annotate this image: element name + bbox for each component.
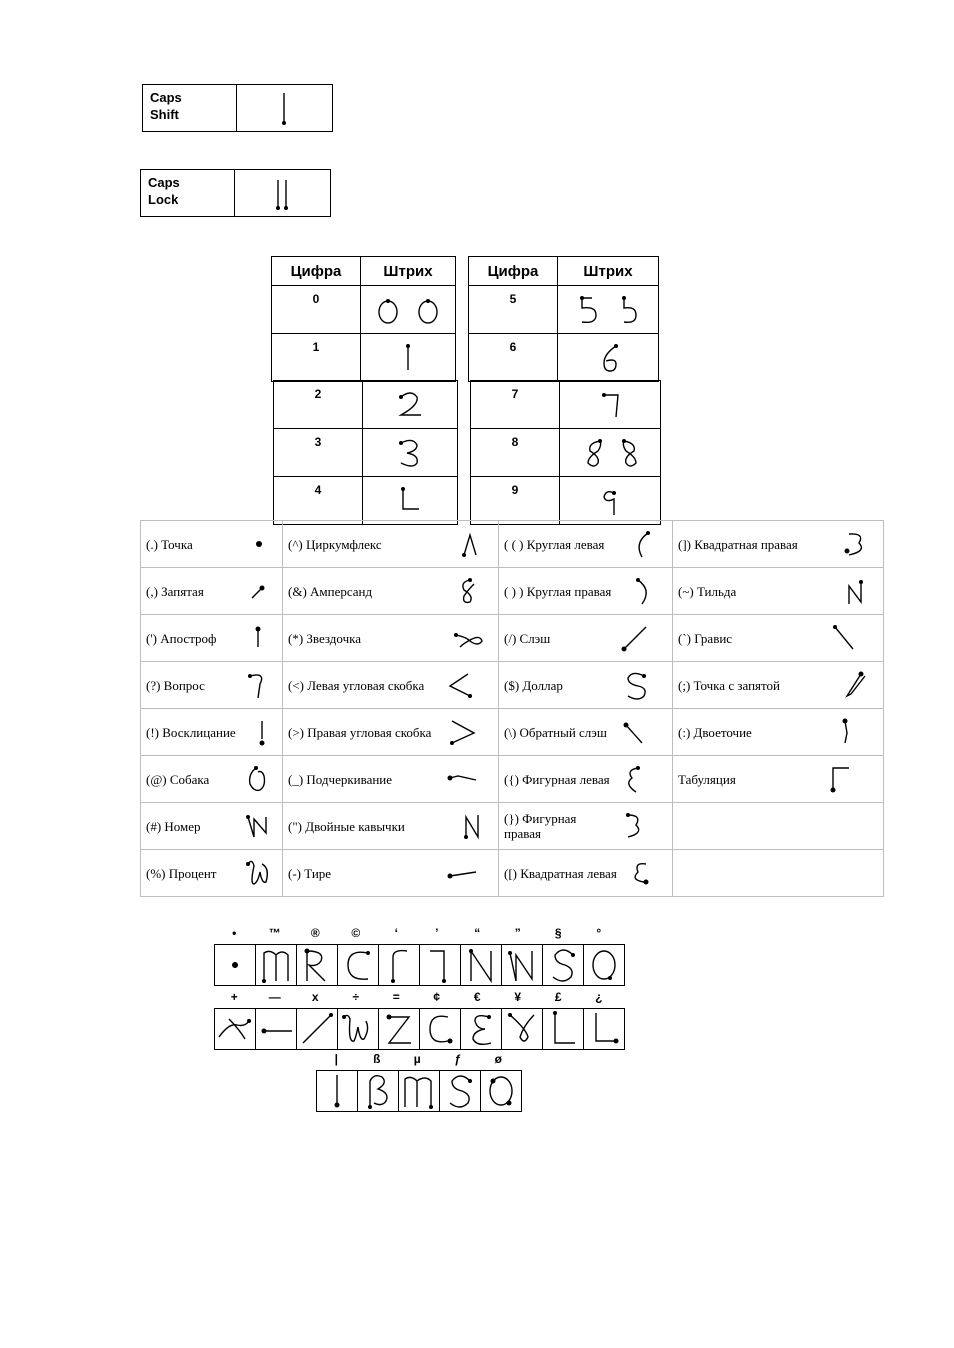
digit-label: 6 [469,334,558,382]
char-label: § [554,926,562,940]
symbol-label: ({) Фигурная левая [504,771,610,787]
empty-cell [673,803,884,850]
symbol-label: ($) Доллар [504,677,563,693]
backslash-stroke-icon [614,717,664,747]
digit-label: 2 [274,381,363,429]
digit-label: 8 [471,429,560,477]
digit-table-right-top [468,256,659,382]
brace-left-stroke-icon [614,764,664,794]
caps-lock-stroke [235,170,330,216]
symbol-label: (\) Обратный слэш [504,724,607,740]
symbol-cell [283,615,499,662]
extended-row-3-strokes [316,1070,522,1112]
symbol-label: (*) Звездочка [288,630,362,646]
dash-stroke-icon [440,858,490,888]
greater-than-stroke-icon [440,717,490,747]
symbol-cell [499,803,673,850]
symbol-cell [673,568,884,615]
symbol-label: (]) Квадратная правая [678,536,798,552]
brace-right-stroke-icon [614,811,664,841]
char-label: ¿ [595,990,603,1004]
stroke-bullet [215,945,256,985]
symbol-cell [499,662,673,709]
symbol-label: ( ( ) Круглая левая [504,536,605,552]
char-label: | [334,1052,338,1066]
char-label: ” [514,926,521,940]
symbol-label: (!) Восклицание [146,724,236,740]
caps-shift-label-line2: Shift [150,107,179,122]
symbol-cell [283,662,499,709]
symbol-label: (^) Циркумфлекс [288,536,382,552]
stroke-degree [584,945,624,985]
digit-stroke-3 [363,429,458,477]
symbol-cell [499,521,673,568]
symbol-cell [283,850,499,897]
symbol-label: Табуляция [678,771,736,787]
circumflex-stroke-icon [450,529,490,559]
char-label: ¢ [433,990,441,1004]
semicolon-stroke-icon [839,670,875,700]
caps-lock-label [141,170,235,216]
paren-right-stroke-icon [624,576,664,606]
char-label: © [351,926,361,940]
ampersand-stroke-icon [450,576,490,606]
symbol-cell [283,803,499,850]
comma-stroke-icon [244,576,274,606]
symbol-cell [499,615,673,662]
char-label: £ [554,990,562,1004]
digit-table-left-bottom [273,380,458,525]
symbol-cell [141,756,283,803]
caps-shift-label-line1: Caps [150,90,182,105]
dot-stroke-icon [244,529,274,559]
digit-stroke-4 [363,477,458,525]
symbol-label: (') Апостроф [146,630,217,646]
stroke-copyright [338,945,379,985]
char-label: ® [310,926,320,940]
char-label: — [268,990,281,1004]
symbol-cell [673,521,884,568]
digit-stroke-5 [558,286,659,334]
digit-stroke-1 [361,334,456,382]
symbol-label: (`) Гравис [678,630,733,646]
stroke-left-single-quote [379,945,420,985]
extended-row-2-labels [214,990,625,1008]
symbol-label: (_) Подчеркивание [288,771,393,787]
symbol-cell [673,615,884,662]
digit-label: 1 [272,334,361,382]
symbol-cell [673,756,884,803]
char-label: • [232,926,237,940]
stroke-micro [399,1071,440,1111]
less-than-stroke-icon [440,670,490,700]
stroke-section [543,945,584,985]
symbol-label: (>) Правая угловая скобка [288,724,432,740]
char-label: x [311,990,319,1004]
char-label: + [230,990,238,1004]
empty-cell [673,850,884,897]
caps-shift-stroke [237,85,332,131]
extended-row-1-strokes [214,944,625,986]
stroke-o-slash [481,1071,521,1111]
stroke-inverted-question [584,1009,624,1049]
stroke-trademark [256,945,297,985]
bracket-left-stroke-icon [624,858,664,888]
extended-row-2 [214,990,625,1050]
symbol-cell [499,756,673,803]
char-label: ø [494,1052,502,1066]
caps-lock-label-line2: Lock [148,192,179,207]
caps-shift-box [142,84,333,132]
symbol-cell [283,568,499,615]
symbol-cell [283,709,499,756]
char-label: = [392,990,400,1004]
symbol-label: ([) Квадратная левая [504,865,617,881]
symbol-cell [283,521,499,568]
symbol-cell [141,568,283,615]
symbol-cell [283,756,499,803]
tilde-stroke-icon [835,576,875,606]
symbol-label: (.) Точка [146,536,193,552]
symbol-label: (%) Процент [146,865,217,881]
extended-row-1-labels [214,926,625,944]
symbol-label: (<) Левая угловая скобка [288,677,425,693]
symbol-cell [141,850,283,897]
stroke-plus [215,1009,256,1049]
symbol-cell [141,615,283,662]
digit-stroke-9 [560,477,661,525]
stroke-right-double-quote [502,945,543,985]
slash-stroke-icon [614,623,664,653]
caps-shift-label [143,85,237,131]
stroke-divide [338,1009,379,1049]
stroke-florin [440,1071,481,1111]
char-label: ƒ [454,1052,462,1066]
digit-stroke-6 [558,334,659,382]
digit-stroke-2 [363,381,458,429]
digit-label: 9 [471,477,560,525]
caps-lock-label-line1: Caps [148,175,180,190]
symbol-label: (#) Номер [146,818,201,834]
stroke-vertical-bar [317,1071,358,1111]
symbol-label: (@) Собака [146,771,210,787]
stroke-registered [297,945,338,985]
paren-left-stroke-icon [624,529,664,559]
symbol-label: (}) Фигурная правая [504,811,577,841]
symbol-cell [499,850,673,897]
caps-lock-box [140,169,331,217]
stroke-euro [461,1009,502,1049]
symbol-cell [673,662,884,709]
symbol-label: (?) Вопрос [146,677,205,693]
bracket-right-stroke-icon [835,529,875,559]
digit-label: 4 [274,477,363,525]
asterisk-stroke-icon [450,623,490,653]
stroke-cent [420,1009,461,1049]
symbol-cell [499,568,673,615]
apostrophe-stroke-icon [244,623,274,653]
extended-row-3-labels [316,1052,522,1070]
tab-stroke-icon [825,764,875,794]
number-sign-stroke-icon [244,811,274,841]
stroke-equals [379,1009,420,1049]
grave-stroke-icon [825,623,875,653]
char-label: € [473,990,481,1004]
char-label: ¥ [514,990,522,1004]
char-label: ™ [268,926,281,940]
digit-label: 5 [469,286,558,334]
column-header-stroke: Штрих [558,257,659,286]
char-label: ’ [435,926,439,940]
symbol-cell [141,662,283,709]
colon-stroke-icon [825,717,875,747]
char-label: ß [373,1052,381,1066]
column-header-digit: Цифра [272,257,361,286]
column-header-stroke: Штрих [361,257,456,286]
symbol-cell [141,709,283,756]
double-quote-stroke-icon [460,811,490,841]
char-label: ÷ [352,990,360,1004]
char-label: ° [596,926,602,940]
digit-stroke-8 [560,429,661,477]
symbol-label: (,) Запятая [146,583,204,599]
symbol-label: (~) Тильда [678,583,737,599]
digit-label: 3 [274,429,363,477]
stroke-sharp-s [358,1071,399,1111]
dollar-stroke-icon [614,670,664,700]
stroke-pound [543,1009,584,1049]
percent-stroke-icon [244,858,274,888]
underscore-stroke-icon [440,764,490,794]
symbol-cell [673,709,884,756]
symbol-label: (-) Тире [288,865,332,881]
symbol-cell [499,709,673,756]
char-label: ‘ [394,926,398,940]
digit-label: 0 [272,286,361,334]
symbol-label: ( ) ) Круглая правая [504,583,612,599]
symbol-label: (;) Точка с запятой [678,677,780,693]
digit-stroke-0 [361,286,456,334]
symbol-cell [141,521,283,568]
extended-row-1 [214,926,625,986]
stroke-multiply [297,1009,338,1049]
symbol-cell [141,803,283,850]
symbol-label: (") Двойные кавычки [288,818,405,834]
extended-row-2-strokes [214,1008,625,1050]
stroke-right-single-quote [420,945,461,985]
digit-stroke-7 [560,381,661,429]
digit-label: 7 [471,381,560,429]
digit-table-left-top [271,256,456,382]
char-label: “ [474,926,481,940]
symbol-label: (&) Амперсанд [288,583,373,599]
symbol-label: (:) Двоеточие [678,724,752,740]
digit-table-right-bottom [470,380,661,525]
symbol-label: (/) Слэш [504,630,551,646]
stroke-left-double-quote [461,945,502,985]
stroke-yen [502,1009,543,1049]
at-stroke-icon [244,764,274,794]
stroke-em-dash [256,1009,297,1049]
char-label: µ [413,1052,421,1066]
question-stroke-icon [244,670,274,700]
extended-row-3 [316,1052,522,1112]
exclamation-stroke-icon [254,717,274,747]
column-header-digit: Цифра [469,257,558,286]
symbol-table [140,520,884,897]
